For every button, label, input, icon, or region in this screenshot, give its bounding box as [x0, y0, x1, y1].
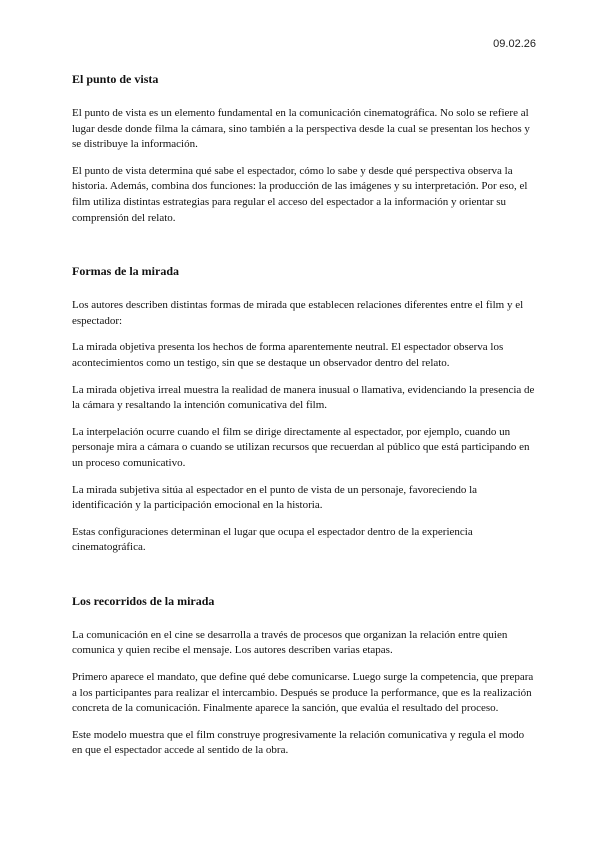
document-body: [72, 72, 536, 797]
document-date: 09.02.26: [493, 38, 536, 50]
section-recorridos-de-la-mirada: [72, 594, 536, 759]
paragraph: Estas configuraciones determinan el lugar que ocupa el espectador dentro de la experiencia cinematográfica.: [72, 525, 473, 554]
paragraph: Este modelo muestra que el film construye progresivamente la relación comunicativa y regula el modo en que el espectador accede al sentido de la obra.: [72, 728, 525, 757]
paragraph: La comunicación en el cine se desarrolla a través de procesos que organizan la relación entre quien comunica y quien recibe el mensaje. Los autores describen varias etapas.: [72, 628, 508, 657]
section-punto-de-vista: [72, 72, 536, 226]
paragraph: La mirada subjetiva sitúa al espectador en el punto de vista de un personaje, favoreciendo la identificación y la participación emocional en la historia.: [72, 483, 478, 512]
paragraph: Los autores describen distintas formas de mirada que establecen relaciones diferentes entre el film y el espectador:: [72, 299, 524, 327]
paragraph: El punto de vista determina qué sabe el espectador, cómo lo sabe y desde qué perspectiva observa la historia. Además, combina dos funciones: la producción de las imágenes y su interpretación. Por eso, el film utiliza distintas estrategias para regular el acceso del espectador a la información y orientar su comprensión del relato.: [72, 164, 528, 224]
section-heading: Formas de la mirada: [72, 264, 179, 279]
paragraph: La interpelación ocurre cuando el film se dirige directamente al espectador, por ejemplo, cuando un personaje mira a cámara o cuando se utilizan recursos que recuerdan al público que está participando en un proceso comunicativo.: [72, 425, 530, 469]
section-heading: Los recorridos de la mirada: [72, 593, 215, 608]
section-formas-de-la-mirada: [72, 264, 536, 556]
paragraph: La mirada objetiva irreal muestra la realidad de manera inusual o llamativa, evidenciando la presencia de la cámara y resaltando la intención comunicativa del film.: [72, 383, 535, 412]
paragraph: La mirada objetiva presenta los hechos de forma aparentemente neutral. El espectador observa los acontecimientos como un testigo, sin que se destaque un observador dentro del relato.: [72, 341, 504, 369]
section-heading: El punto de vista: [72, 72, 159, 86]
paragraph: Primero aparece el mandato, que define qué debe comunicarse. Luego surge la competencia, que prepara a los participantes para realizar el intercambio. Después se produce la performance, que es la realización concreta de la comunicación. Finalmente aparece la sanción, que evalúa el resultado del proceso.: [72, 671, 534, 715]
paragraph: El punto de vista es un elemento fundamental en la comunicación cinematográfica. No solo se refiere al lugar desde donde filma la cámara, sino también a la perspectiva desde la cual se presentan los hechos y se distribuye la información.: [72, 107, 530, 151]
